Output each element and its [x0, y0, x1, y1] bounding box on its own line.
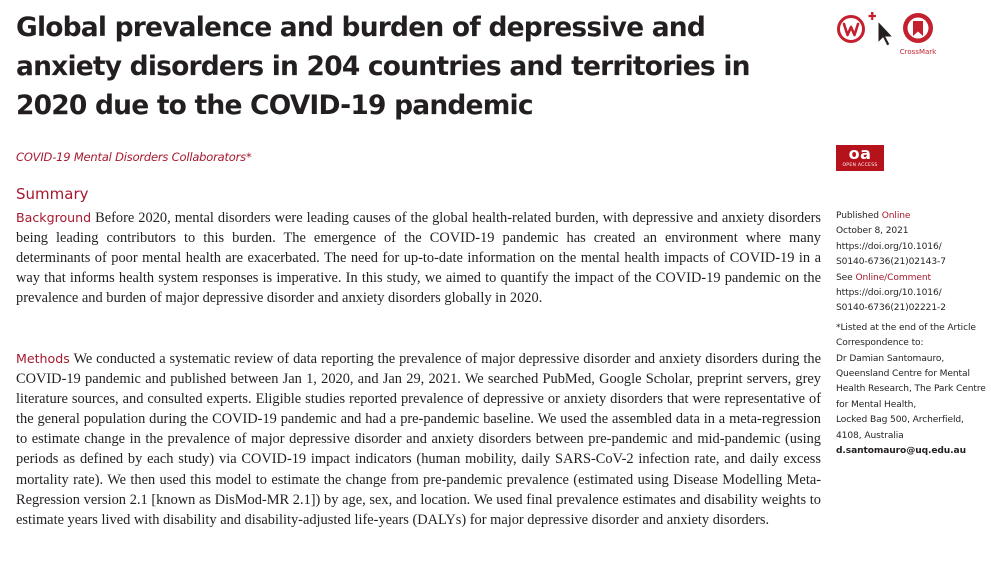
published-date: October 8, 2021: [836, 226, 909, 237]
crossmark-icon[interactable]: [902, 12, 934, 44]
methods-label: Methods: [16, 351, 70, 366]
check-for-updates-icon[interactable]: [836, 14, 866, 44]
methods-paragraph: [16, 349, 821, 530]
oa-letters: oa: [848, 144, 872, 163]
open-access-badge: [836, 145, 884, 171]
doi-link-article-line2[interactable]: S0140-6736(21)02143-7: [836, 257, 946, 268]
online-comment-link[interactable]: Online/Comment: [855, 272, 932, 283]
article-info-sidebar: [836, 209, 986, 460]
doi-link-comment-line1[interactable]: https://doi.org/10.1016/: [836, 288, 942, 299]
correspondence-address-5: 4108, Australia: [836, 430, 904, 441]
methods-text: We conducted a systematic review of data reporting the prevalence of major depressive disorder and anxiety disorders during the COVID-19 pandemic and published between Jan 1, 2020, and Jan 29, 2021. We searched PubMed, Google Scholar, preprint servers, grey literature sources, and consulted experts. Eligible studies reported prevalence of depressive or anxiety disorders that were representative of the general population during the COVID-19 pandemic and had a pre-pandemic baseline. We used the assembled data in a meta-regression to estimate change in the prevalence of major depressive disorder and anxiety disorders between pre-pandemic and mid-pandemic (using periods as defined by each study) via COVID-19 impact indicators (human mobility, daily SARS-CoV-2 infection rate, and daily excess mortality rate). We then used this model to estimate the change from pre-pandemic prevalence (estimated using Disease Modelling Meta-Regression version 2.1 [known as DisMod-MR 2.1]) by age, sex, and location. We used final prevalence estimates and disability weights to estimate years lived with disability and disability-adjusted life-years (DALYs) for major depressive disorder and anxiety disorders.: [16, 351, 821, 528]
author-byline[interactable]: COVID-19 Mental Disorders Collaborators*: [16, 150, 252, 164]
correspondence-address-1: Queensland Centre for Mental: [836, 369, 970, 380]
listed-note: *Listed at the end of the Article: [836, 322, 976, 333]
summary-heading: Summary: [16, 185, 89, 203]
correspondence-address-2: Health Research, The Park Centre: [836, 384, 986, 395]
correspondence-name: Dr Damian Santomauro,: [836, 353, 945, 364]
doi-link-article-line1[interactable]: https://doi.org/10.1016/: [836, 241, 942, 252]
background-paragraph: [16, 208, 821, 308]
correspondence-address-4: Locked Bag 500, Archerfield,: [836, 415, 964, 426]
crossmark-label: CrossMark: [899, 48, 937, 56]
published-prefix: Published: [836, 211, 882, 221]
cursor-plus-icon[interactable]: [868, 12, 896, 48]
see-prefix: See: [836, 272, 856, 283]
published-online-link[interactable]: Online: [881, 211, 911, 221]
see-comment-line: [836, 271, 986, 286]
header-icons: [836, 10, 986, 60]
oa-sublabel: OPEN ACCESS: [842, 163, 878, 168]
correspondence-label: Correspondence to:: [836, 338, 924, 349]
background-label: Background: [16, 210, 92, 225]
doi-link-comment-line2[interactable]: S0140-6736(21)02221-2: [836, 303, 946, 314]
correspondence-email[interactable]: d.santomauro@uq.edu.au: [836, 446, 966, 457]
published-line: [836, 209, 986, 224]
background-text: Before 2020, mental disorders were leading causes of the global health-related burden, with depressive and anxiety disorders being leading contributors to this burden. The emergence of the COVID-19 pandemic has created an environment where many determinants of poor mental health are exacerbated. The need for up-to-date information on the mental health impacts of COVID-19 in a way that informs health system responses is imperative. In this study, we aimed to quantify the impact of the COVID-19 pandemic on the prevalence and burden of major depressive disorder and anxiety disorders globally in 2020.: [16, 210, 821, 307]
correspondence-address-3: for Mental Health,: [836, 399, 917, 410]
article-title: Global prevalence and burden of depressive and anxiety disorders in 204 countries and territories in 2020 due to the COVID-19 pandemic: [16, 12, 750, 121]
